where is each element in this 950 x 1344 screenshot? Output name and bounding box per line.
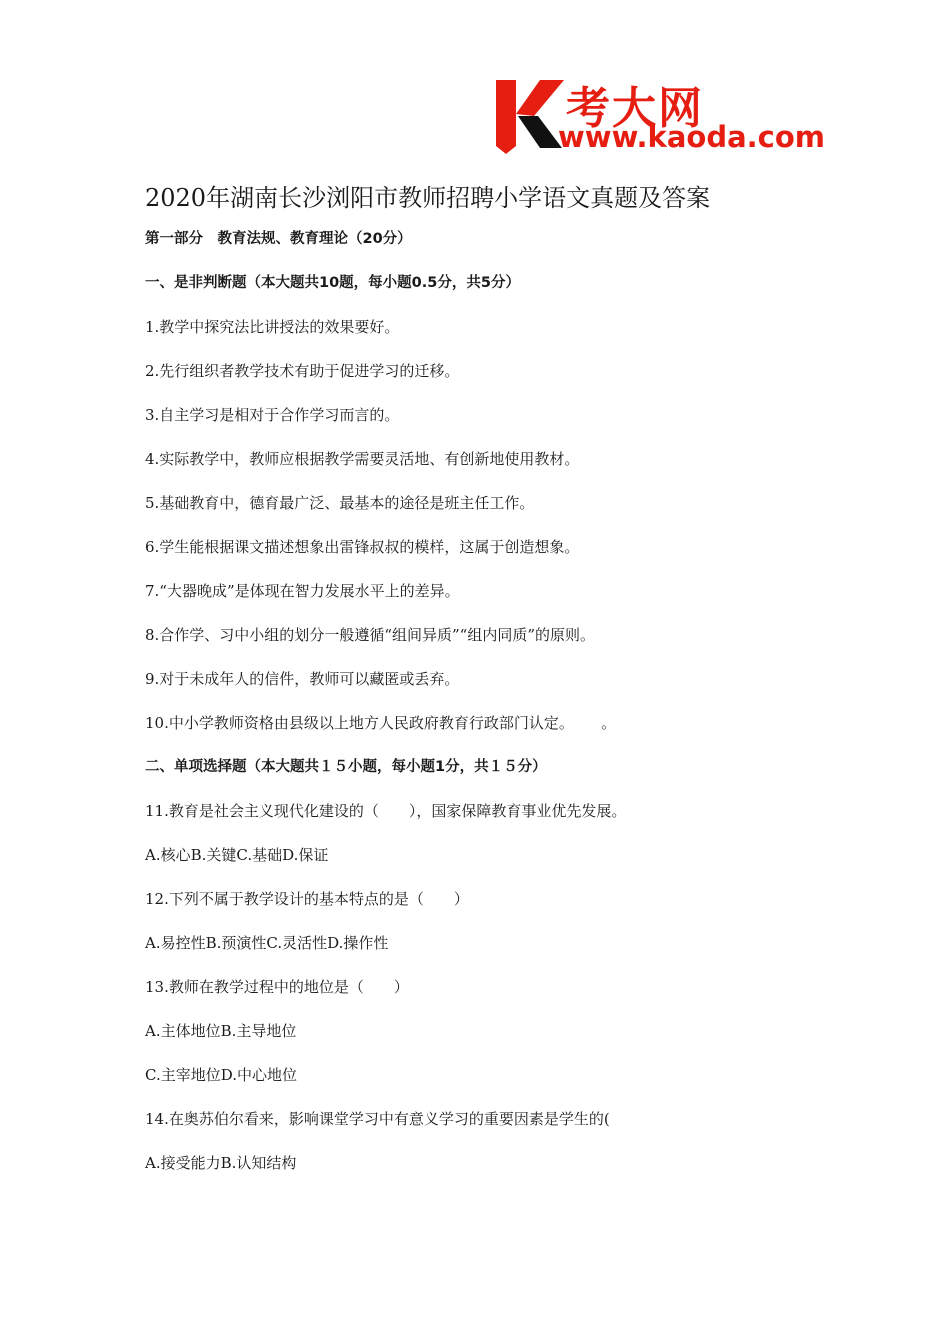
question-12-options: A.易控性B.预演性C.灵活性D.操作性 xyxy=(145,934,389,952)
question-13: 13.教师在教学过程中的地位是（ ） xyxy=(145,978,409,996)
logo-url-text: www.kaoda.com xyxy=(558,120,825,154)
question-10: 10.中小学教师资格由县级以上地方人民政府教育行政部门认定。 。 xyxy=(145,714,617,732)
k-logo-icon xyxy=(494,76,564,156)
section1-heading: 一、是非判断题（本大题共10题，每小题0.5分，共5分） xyxy=(145,275,520,291)
question-14-options-ab: A.接受能力B.认知结构 xyxy=(145,1154,297,1172)
document-body xyxy=(145,178,845,1196)
question-11-options: A.核心B.关键C.基础D.保证 xyxy=(145,846,329,864)
question-14: 14.在奥苏伯尔看来，影响课堂学习中有意义学习的重要因素是学生的( xyxy=(145,1110,610,1128)
question-13-options-cd: C.主宰地位D.中心地位 xyxy=(145,1066,297,1084)
question-1: 1.教学中探究法比讲授法的效果要好。 xyxy=(145,318,400,336)
question-6: 6.学生能根据课文描述想象出雷锋叔叔的模样，这属于创造想象。 xyxy=(145,538,580,556)
question-4: 4.实际教学中，教师应根据教学需要灵活地、有创新地使用教材。 xyxy=(145,450,580,468)
question-8: 8.合作学、习中小组的划分一般遵循“组间异质”“组内同质”的原则。 xyxy=(145,626,595,644)
question-3: 3.自主学习是相对于合作学习而言的。 xyxy=(145,406,400,424)
part1-heading: 第一部分 教育法规、教育理论（20分） xyxy=(145,231,412,247)
logo-brand-text: 考大网 xyxy=(566,83,704,134)
question-13-options-ab: A.主体地位B.主导地位 xyxy=(145,1022,297,1040)
question-12: 12.下列不属于教学设计的基本特点的是（ ） xyxy=(145,890,469,908)
question-9: 9.对于未成年人的信件，教师可以藏匿或丢弃。 xyxy=(145,670,460,688)
question-2: 2.先行组织者教学技术有助于促进学习的迁移。 xyxy=(145,362,460,380)
question-5: 5.基础教育中，德育最广泛、最基本的途径是班主任工作。 xyxy=(145,494,535,512)
kaoda-logo xyxy=(494,76,825,160)
question-7: 7.“大器晚成”是体现在智力发展水平上的差异。 xyxy=(145,582,460,600)
document-title: 2020年湖南长沙浏阳市教师招聘小学语文真题及答案 xyxy=(145,184,711,212)
section2-heading: 二、单项选择题（本大题共１５小题，每小题1分，共１５分） xyxy=(145,759,547,775)
question-11: 11.教育是社会主义现代化建设的（ ），国家保障教育事业优先发展。 xyxy=(145,802,627,820)
